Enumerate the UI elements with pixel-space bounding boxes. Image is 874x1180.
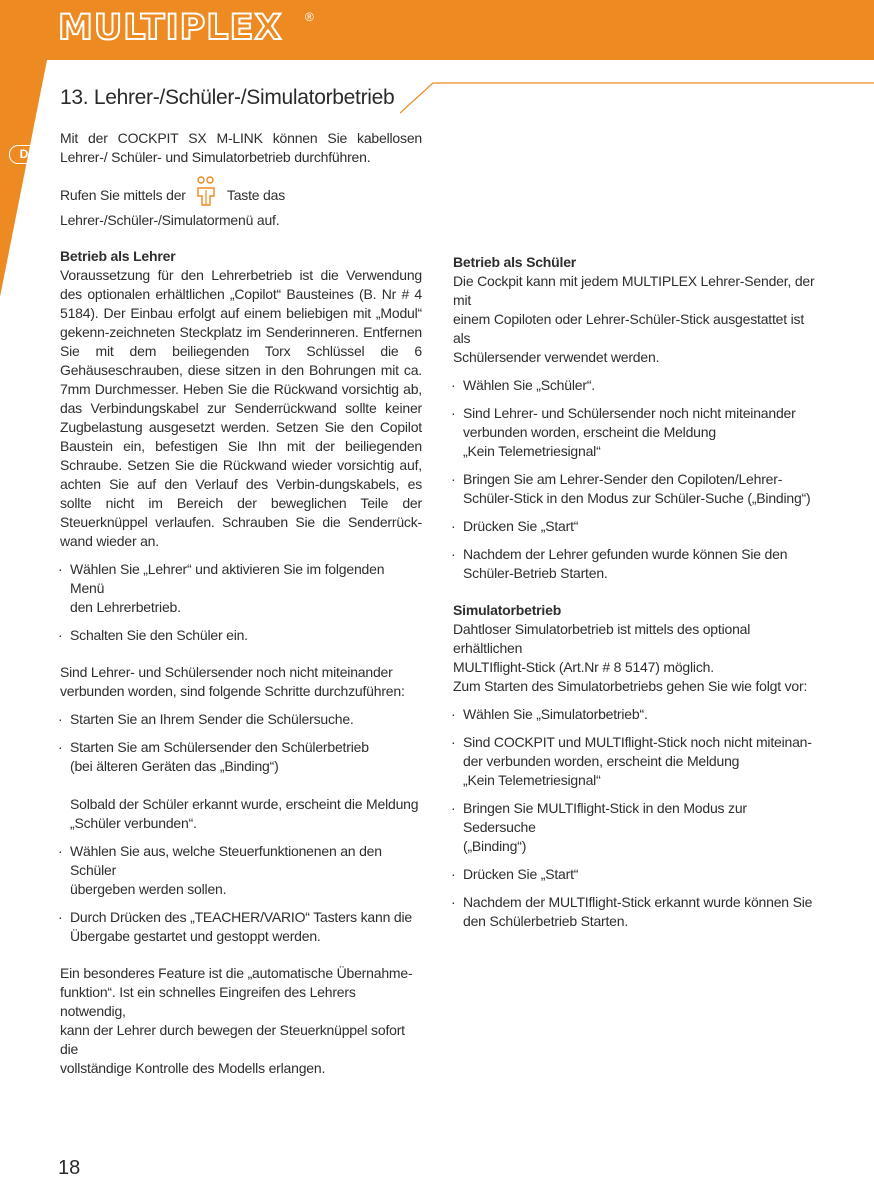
lehrer-body: Voraussetzung für den Lehrerbetrieb ist die Verwendung des optionalen erhältlichen „Copilot“ Bausteines (B. Nr # 4 5184). Der Einbau erfolgt auf einem beliebigen mit „Modul“ gekenn-zeichneten Steckplatz im Senderinneren. Entfernen Sie mit dem beiliegenden Torx Schlüssel die 6 Gehäuseschrauben, diese sitzen in den Bohrungen mit ca. 7mm Durchmesser. Heben Sie die Rückwand vorsichtig ab, das Verbindungskabel zur Senderrückwand sollte keiner Zugbelastung ausgesetzt werden. Setzen Sie den Copilot Baustein ein, befestigen Sie Ihn mit der beiliegenden Schraube. Setzen Sie die Rückwand wieder vorsichtig auf, achten Sie auf den Verlauf des Verbin-dungskabels, es sollte nicht im Bereich der beweglichen Teile der Steuerknüppel verlaufen. Schrauben Sie die Senderrück-wand wieder an. (60, 267, 422, 549)
intro-key-text-c: Lehrer-/Schüler-/Simulatormenü auf. (60, 212, 280, 228)
list-item: · Schalten Sie den Schüler ein. (60, 626, 422, 645)
lehrer-steps-2 (60, 710, 422, 946)
section-title: 13. Lehrer-/Schüler-/Simulatorbetrieb (60, 86, 395, 109)
list-item: · Wählen Sie „Lehrer“ und aktivieren Sie im folgenden Menü den Lehrerbetrieb. (60, 560, 422, 617)
lehrer-steps-1 (60, 560, 422, 645)
intro-paragraph: Mit der COCKPIT SX M-LINK können Sie kabellosen Lehrer-/ Schüler- und Simulatorbetrieb durchführen. (60, 130, 422, 165)
intro-key-text-b: Taste das (226, 187, 286, 203)
left-column (60, 129, 422, 1078)
person-icon (195, 176, 217, 211)
list-item: · Sind Lehrer- und Schülersender noch nicht miteinander verbunden worden, erscheint die Meldung „Kein Telemetriesignal“ (453, 404, 818, 461)
list-item: · Drücken Sie „Start“ (453, 517, 818, 536)
simulator-steps (453, 705, 818, 931)
heading-schueler: Betrieb als Schüler (453, 254, 577, 270)
multiplex-logo: MULTIPLEX (58, 8, 283, 48)
lehrer-para-3: Ein besonderes Feature ist die „automatische Übernahme- funktion“. Ist ein schnelles Eingreifen des Lehrers notwendig, kann der Lehrer durch bewegen der Steuerknüppel sofort die vollständige Kontrolle des Modells erlangen. (60, 965, 413, 1076)
list-item: · Drücken Sie „Start“ (453, 865, 818, 884)
list-item: · Starten Sie am Schülersender den Schülerbetrieb (bei älteren Geräten das „Binding“) Solbald der Schüler erkannt wurde, erscheint die Meldung „Schüler verbunden“. (60, 738, 422, 833)
lehrer-para-2: Sind Lehrer- und Schülersender noch nicht miteinander verbunden worden, sind folgende Schritte durchzuführen: (60, 664, 405, 699)
list-item: · Nachdem der MULTIflight-Stick erkannt wurde können Sie den Schülerbetrieb Starten. (453, 893, 818, 931)
heading-simulator: Simulatorbetrieb (453, 602, 562, 618)
list-item: · Starten Sie an Ihrem Sender die Schülersuche. (60, 710, 422, 729)
page-number: 18 (58, 1157, 81, 1179)
list-item: · Bringen Sie am Lehrer-Sender den Copiloten/Lehrer- Schüler-Stick in den Modus zur Schüler-Suche („Binding“) (453, 470, 818, 508)
intro-key-text-a: Rufen Sie mittels der (60, 187, 186, 203)
right-column (453, 253, 818, 940)
list-item: · Durch Drücken des „TEACHER/VARIO“ Tasters kann die Übergabe gestartet und gestoppt werden. (60, 908, 422, 946)
language-badge: D (9, 145, 39, 164)
list-item: · Bringen Sie MULTIflight-Stick in den Modus zur Sedersuche („Binding“) (453, 799, 818, 856)
side-tab-triangle (0, 60, 47, 297)
schueler-body: Die Cockpit kann mit jedem MULTIPLEX Lehrer-Sender, der mit einem Copiloten oder Lehrer-Schüler-Stick ausgestattet ist als Schülersender verwendet werden. (453, 273, 815, 365)
list-item: · Wählen Sie „Schüler“. (453, 376, 818, 395)
intro-key-paragraph (60, 176, 422, 230)
list-item: · Sind COCKPIT und MULTIflight-Stick noch nicht miteinan- der verbunden worden, erscheint die Meldung „Kein Telemetriesignal“ (453, 733, 818, 790)
list-item: · Wählen Sie aus, welche Steuerfunktionenen an den Schüler übergeben werden sollen. (60, 842, 422, 899)
simulator-body: Dahtloser Simulatorbetrieb ist mittels des optional erhältlichen MULTIflight-Stick (Art.Nr # 8 5147) möglich. Zum Starten des Simulatorbetriebs gehen Sie wie folgt vor: (453, 621, 808, 694)
schueler-steps (453, 376, 818, 583)
list-item: · Wählen Sie „Simulatorbetrieb“. (453, 705, 818, 724)
registered-mark: ® (305, 10, 314, 24)
heading-lehrer: Betrieb als Lehrer (60, 248, 176, 264)
list-item: · Nachdem der Lehrer gefunden wurde können Sie den Schüler-Betrieb Starten. (453, 545, 818, 583)
title-underline (400, 80, 874, 114)
